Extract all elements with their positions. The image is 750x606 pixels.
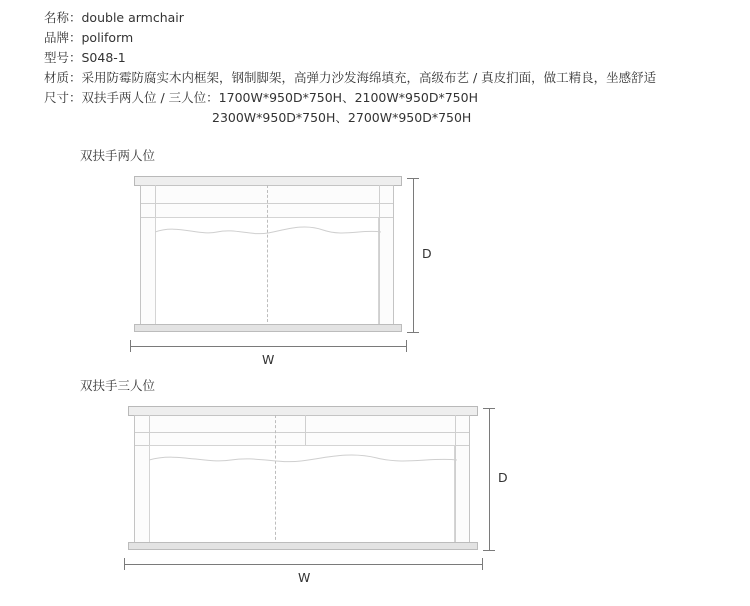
spec-line-dimensions: 尺寸：双扶手两人位 / 三人位：1700W*950D*750H、2100W*950D*750H [44, 90, 478, 105]
two-seat-caption: 双扶手两人位 [80, 148, 156, 163]
spec-line-dimensions-continued: 2300W*950D*750H、2700W*950D*750H [212, 110, 472, 125]
depth-dimension-tick-bottom [407, 332, 419, 333]
depth-dimension-tick-bottom [483, 550, 495, 551]
depth-dimension-line [413, 178, 414, 332]
width-dimension-line [130, 346, 406, 347]
depth-dimension-label: D [422, 246, 432, 261]
width-dimension-label: W [262, 352, 275, 367]
two-seat-sofa-drawing [80, 176, 432, 376]
right-armrest-inner-edge [455, 415, 456, 545]
spec-line-name: 名称：double armchair [44, 10, 184, 25]
width-dimension-tick-left [124, 558, 125, 570]
spec-line-brand: 品牌：poliform [44, 30, 134, 45]
right-armrest-inner-edge [379, 185, 380, 327]
depth-dimension-line [489, 408, 490, 550]
cushion-curve [149, 448, 457, 470]
sofa-base-bar [128, 542, 478, 550]
backrest-inner-line-1 [135, 432, 469, 433]
spec-line-model: 型号：S048-1 [44, 50, 126, 65]
product-spec-block [44, 8, 734, 128]
sofa-base-bar [134, 324, 402, 332]
spec-line-material: 材质：采用防霉防腐实木内框架，钢制脚架，高弹力沙发海绵填充，高级布艺 / 真皮扪面，做工精良，坐感舒适 [44, 70, 657, 85]
center-divider-line-2 [305, 415, 306, 445]
center-divider-dashed-line [267, 185, 268, 327]
three-seat-sofa-drawing [80, 406, 508, 606]
center-divider-dashed-line-1 [275, 415, 276, 545]
cushion-curve [155, 220, 381, 242]
depth-dimension-label: D [498, 470, 508, 485]
width-dimension-line [124, 564, 482, 565]
three-seat-caption: 双扶手三人位 [80, 378, 156, 393]
width-dimension-tick-left [130, 340, 131, 352]
width-dimension-tick-right [406, 340, 407, 352]
depth-dimension-tick-top [407, 178, 419, 179]
width-dimension-tick-right [482, 558, 483, 570]
width-dimension-label: W [298, 570, 311, 585]
depth-dimension-tick-top [483, 408, 495, 409]
